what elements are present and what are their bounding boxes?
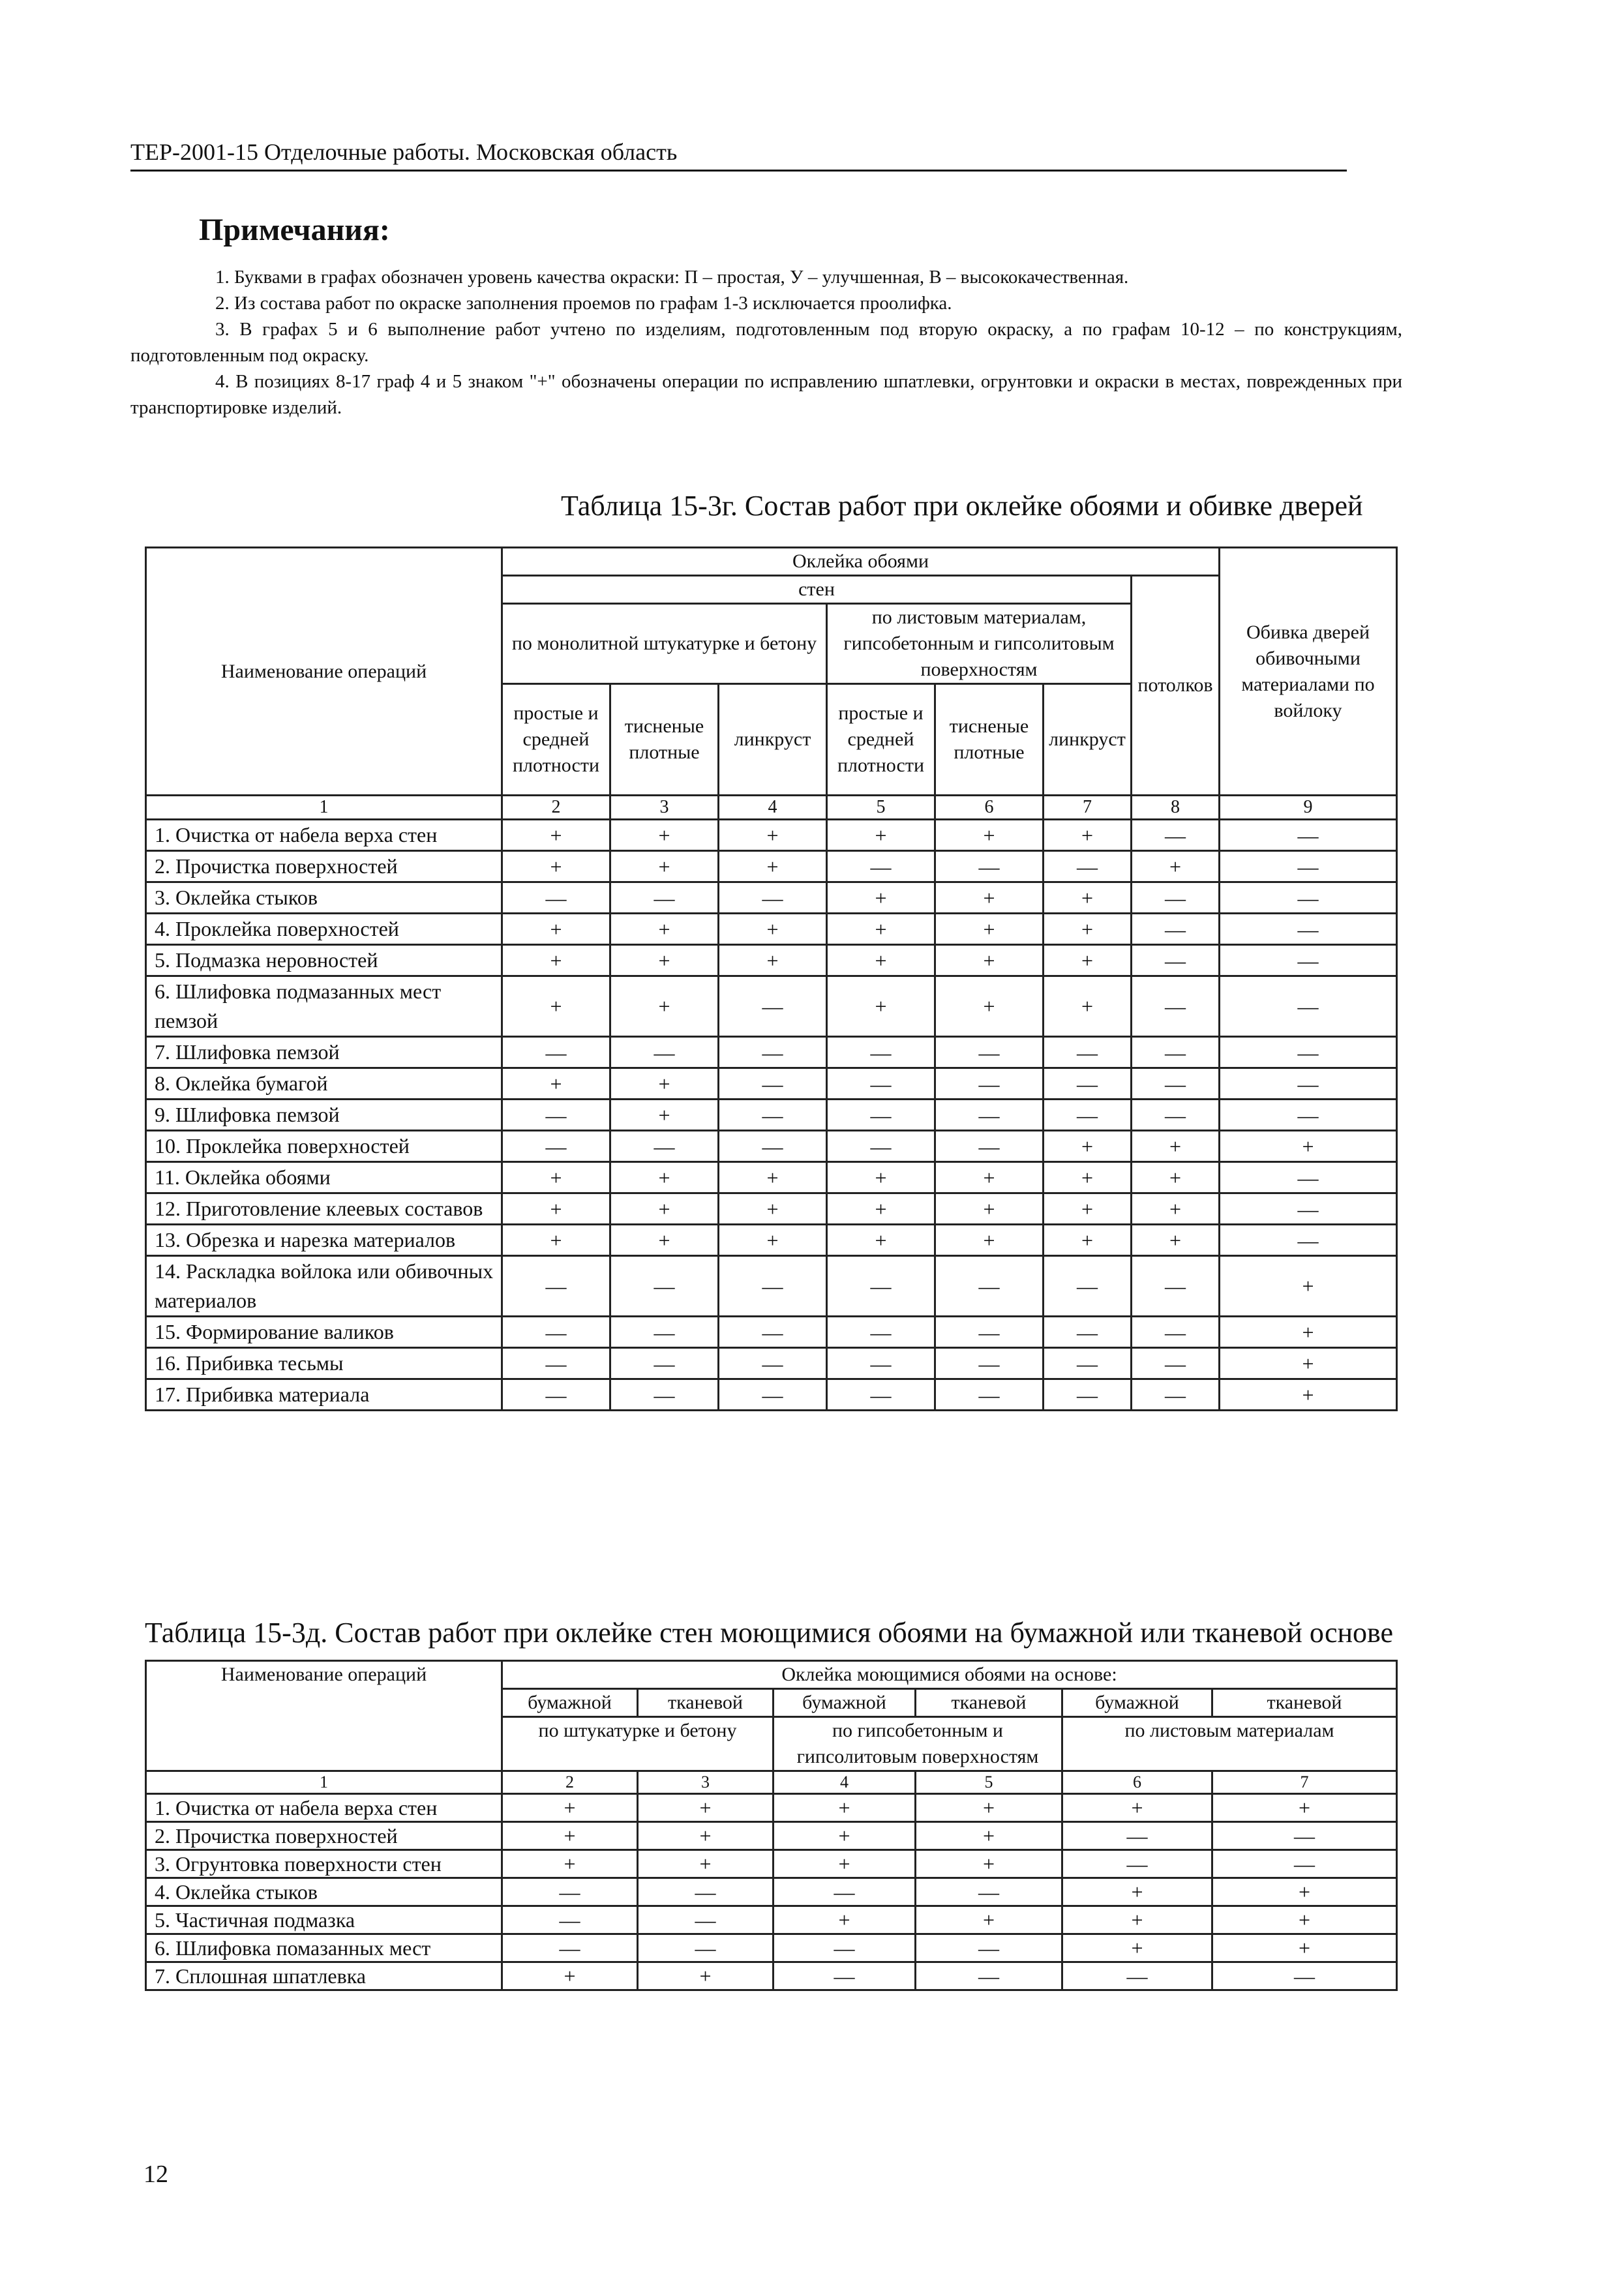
operation-name: 1. Очистка от набела верха стен: [146, 820, 502, 851]
operation-mark: —: [1220, 1162, 1397, 1193]
header-paper: бумажной: [502, 1689, 638, 1717]
header-ceilings: потолков: [1132, 576, 1220, 796]
operation-mark: —: [1132, 914, 1220, 945]
operation-mark: —: [502, 1037, 610, 1068]
operation-name: 3. Оклейка стыков: [146, 882, 502, 914]
operation-mark: +: [935, 1162, 1044, 1193]
operation-mark: +: [916, 1794, 1062, 1822]
operation-mark: —: [719, 1068, 827, 1100]
operation-mark: —: [774, 1962, 916, 1990]
operation-mark: —: [502, 1131, 610, 1162]
operation-mark: —: [935, 1379, 1044, 1411]
operation-name: 3. Огрунтовка поверхности стен: [146, 1850, 502, 1878]
operation-mark: +: [719, 851, 827, 882]
operation-mark: +: [610, 1068, 719, 1100]
operation-mark: +: [774, 1794, 916, 1822]
operation-name: 12. Приготовление клеевых составов: [146, 1193, 502, 1225]
operation-mark: +: [610, 1162, 719, 1193]
operation-mark: —: [1212, 1822, 1397, 1850]
operation-mark: —: [1220, 1100, 1397, 1131]
operation-name: 4. Проклейка поверхностей: [146, 914, 502, 945]
column-number-row: [146, 796, 1397, 820]
operation-name: 2. Прочистка поверхностей: [146, 851, 502, 882]
operation-mark: +: [502, 1068, 610, 1100]
operation-mark: +: [719, 945, 827, 976]
operation-mark: +: [610, 851, 719, 882]
operation-mark: +: [1132, 1225, 1220, 1256]
operation-mark: —: [935, 1037, 1044, 1068]
note-item: 2. Из состава работ по окраске заполнения проемов по графам 1-3 исключается проолифка.: [215, 293, 952, 314]
operation-name: 5. Подмазка неровностей: [146, 945, 502, 976]
operation-mark: +: [610, 914, 719, 945]
operation-mark: +: [719, 914, 827, 945]
operation-mark: —: [1132, 1317, 1220, 1348]
operation-mark: —: [610, 1037, 719, 1068]
header-walls: стен: [502, 576, 1132, 604]
column-number: 4: [774, 1771, 916, 1794]
operation-mark: +: [610, 1193, 719, 1225]
operation-mark: —: [610, 1348, 719, 1379]
note-item: 4. В позициях 8-17 граф 4 и 5 знаком "+" обозначены операции по исправлению шпатлевки, огрунтовки и окраски в местах, поврежденных при транспортировке изделий.: [130, 371, 1402, 418]
operation-mark: +: [935, 914, 1044, 945]
operation-mark: —: [719, 1348, 827, 1379]
operation-mark: —: [1132, 945, 1220, 976]
table-row: [146, 1906, 1397, 1934]
operation-mark: —: [1044, 1256, 1132, 1317]
operation-mark: —: [610, 1379, 719, 1411]
operation-mark: +: [827, 1193, 935, 1225]
operation-mark: +: [935, 820, 1044, 851]
operation-mark: +: [502, 1850, 638, 1878]
operation-mark: —: [1044, 1068, 1132, 1100]
operation-mark: +: [1132, 1162, 1220, 1193]
operation-mark: —: [1212, 1850, 1397, 1878]
operation-mark: +: [638, 1794, 774, 1822]
operation-mark: —: [1220, 820, 1397, 851]
operation-mark: —: [935, 851, 1044, 882]
operation-mark: —: [935, 1100, 1044, 1131]
operation-mark: +: [1132, 1131, 1220, 1162]
operation-mark: +: [1212, 1794, 1397, 1822]
operation-mark: —: [719, 1317, 827, 1348]
operation-name: 8. Оклейка бумагой: [146, 1068, 502, 1100]
table-row: [146, 1962, 1397, 1990]
operation-mark: —: [502, 1379, 610, 1411]
operation-mark: +: [1062, 1878, 1212, 1906]
operation-mark: +: [916, 1906, 1062, 1934]
operation-name: 2. Прочистка поверхностей: [146, 1822, 502, 1850]
table-row: [146, 882, 1397, 914]
operation-mark: +: [827, 1225, 935, 1256]
header-embossed-2: тисненые плотные: [935, 684, 1044, 796]
operation-mark: +: [774, 1906, 916, 1934]
operation-mark: —: [1132, 976, 1220, 1037]
operation-mark: —: [719, 882, 827, 914]
operation-mark: —: [502, 1934, 638, 1962]
header-sheet: по листовым материалам, гипсобетонным и гипсолитовым поверхностям: [827, 604, 1132, 684]
header-fabric: тканевой: [916, 1689, 1062, 1717]
operation-mark: —: [638, 1878, 774, 1906]
operation-mark: +: [502, 945, 610, 976]
operation-mark: —: [1044, 1317, 1132, 1348]
header-monolith: по монолитной штукатурке и бетону: [502, 604, 827, 684]
header-simple-1: простые и средней плотности: [502, 684, 610, 796]
operation-mark: —: [827, 1131, 935, 1162]
operation-mark: —: [935, 1256, 1044, 1317]
operation-mark: —: [719, 1131, 827, 1162]
header-doors: Обивка дверей обивочными материалами по войлоку: [1220, 548, 1397, 796]
operation-mark: —: [1220, 976, 1397, 1037]
operation-mark: —: [935, 1348, 1044, 1379]
operation-mark: +: [827, 976, 935, 1037]
operation-mark: +: [1212, 1878, 1397, 1906]
table-row: [146, 1878, 1397, 1906]
operation-mark: —: [1220, 1037, 1397, 1068]
table-row: [146, 1100, 1397, 1131]
operation-mark: +: [719, 1193, 827, 1225]
operation-mark: +: [502, 1193, 610, 1225]
table-row: [146, 1256, 1397, 1317]
operation-mark: —: [827, 1379, 935, 1411]
operation-mark: +: [502, 1225, 610, 1256]
table-row: [146, 1794, 1397, 1822]
operation-mark: —: [502, 1317, 610, 1348]
operation-mark: +: [1044, 882, 1132, 914]
operation-mark: —: [1220, 914, 1397, 945]
note-item: 3. В графах 5 и 6 выполнение работ учтено по изделиям, подготовленным под вторую окраску, а по графам 10-12 – по конструкциям, подготовленным под окраску.: [130, 319, 1402, 366]
header-washable: Оклейка моющимися обоями на основе:: [502, 1661, 1397, 1689]
column-number-row: [146, 1771, 1397, 1794]
operation-mark: —: [719, 1379, 827, 1411]
operation-mark: +: [1212, 1906, 1397, 1934]
header-operations: Наименование операций: [146, 548, 502, 796]
table-g-caption: Таблица 15-3г. Состав работ при оклейке обоями и обивке дверей: [561, 490, 1363, 522]
table-row: [146, 1225, 1397, 1256]
header-gypsum: по гипсобетонным и гипсолитовым поверхностям: [774, 1717, 1062, 1771]
header-lincrusta-2: линкруст: [1044, 684, 1132, 796]
column-number: 5: [827, 796, 935, 820]
operation-name: 7. Сплошная шпатлевка: [146, 1962, 502, 1990]
operation-mark: +: [827, 1162, 935, 1193]
operation-mark: +: [935, 882, 1044, 914]
operation-mark: —: [1220, 1225, 1397, 1256]
operation-mark: —: [1132, 820, 1220, 851]
operation-mark: —: [1220, 882, 1397, 914]
table-row: [146, 820, 1397, 851]
operation-mark: +: [610, 1225, 719, 1256]
operation-mark: +: [935, 1225, 1044, 1256]
operation-mark: —: [719, 976, 827, 1037]
operation-name: 17. Прибивка материала: [146, 1379, 502, 1411]
operation-mark: —: [1220, 1068, 1397, 1100]
operation-name: 15. Формирование валиков: [146, 1317, 502, 1348]
operation-mark: +: [502, 851, 610, 882]
operation-name: 11. Оклейка обоями: [146, 1162, 502, 1193]
operation-mark: —: [1220, 851, 1397, 882]
operation-mark: —: [1132, 1256, 1220, 1317]
operation-mark: +: [1044, 976, 1132, 1037]
running-header: ТЕР-2001-15 Отделочные работы. Московская область: [130, 138, 1347, 172]
operation-mark: +: [1212, 1934, 1397, 1962]
header-lincrusta-1: линкруст: [719, 684, 827, 796]
operation-mark: +: [916, 1822, 1062, 1850]
header-paper: бумажной: [774, 1689, 916, 1717]
operation-mark: +: [1044, 820, 1132, 851]
operation-mark: —: [1062, 1850, 1212, 1878]
operation-mark: —: [1044, 1348, 1132, 1379]
column-number: 4: [719, 796, 827, 820]
header-operations: Наименование операций: [146, 1661, 502, 1771]
operation-mark: +: [1132, 851, 1220, 882]
operation-mark: —: [1132, 1348, 1220, 1379]
header-plaster: по штукатурке и бетону: [502, 1717, 774, 1771]
operation-name: 1. Очистка от набела верха стен: [146, 1794, 502, 1822]
operation-mark: +: [1044, 1162, 1132, 1193]
table-wallpaper-doors: [145, 547, 1398, 1411]
column-number: 7: [1044, 796, 1132, 820]
table-row: [146, 851, 1397, 882]
table-washable-wallpaper: [145, 1660, 1398, 1991]
column-number: 2: [502, 796, 610, 820]
operation-mark: +: [638, 1822, 774, 1850]
table-row: [146, 976, 1397, 1037]
operation-mark: —: [502, 1906, 638, 1934]
operation-mark: —: [827, 1317, 935, 1348]
operation-mark: —: [1220, 945, 1397, 976]
operation-name: 16. Прибивка тесьмы: [146, 1348, 502, 1379]
operation-mark: —: [1044, 851, 1132, 882]
operation-name: 7. Шлифовка пемзой: [146, 1037, 502, 1068]
column-number: 3: [610, 796, 719, 820]
operation-mark: +: [502, 1794, 638, 1822]
table-d-caption: Таблица 15-3д. Состав работ при оклейке стен моющимися обоями на бумажной или тканевой основе: [145, 1617, 1394, 1649]
operation-mark: +: [827, 820, 935, 851]
operation-mark: —: [638, 1934, 774, 1962]
operation-mark: —: [1132, 1100, 1220, 1131]
operation-mark: +: [827, 882, 935, 914]
operation-mark: —: [827, 1037, 935, 1068]
operation-mark: +: [1220, 1131, 1397, 1162]
table-row: [146, 1193, 1397, 1225]
operation-mark: —: [916, 1934, 1062, 1962]
operation-mark: +: [1044, 1131, 1132, 1162]
table-row: [146, 914, 1397, 945]
notes-title: Примечания:: [199, 213, 390, 247]
table-row: [146, 1348, 1397, 1379]
column-number: 3: [638, 1771, 774, 1794]
operation-mark: +: [502, 914, 610, 945]
operation-mark: +: [719, 1225, 827, 1256]
operation-mark: —: [719, 1037, 827, 1068]
table-row: [146, 1068, 1397, 1100]
column-number: 7: [1212, 1771, 1397, 1794]
operation-name: 6. Шлифовка помазанных мест: [146, 1934, 502, 1962]
operation-mark: —: [1220, 1193, 1397, 1225]
operation-mark: +: [719, 820, 827, 851]
table-row: [146, 945, 1397, 976]
operation-mark: —: [827, 1256, 935, 1317]
operation-mark: +: [827, 914, 935, 945]
operation-mark: —: [916, 1962, 1062, 1990]
column-number: 5: [916, 1771, 1062, 1794]
page-number: 12: [143, 2161, 168, 2188]
header-sheet: по листовым материалам: [1062, 1717, 1397, 1771]
operation-name: 4. Оклейка стыков: [146, 1878, 502, 1906]
operation-name: 5. Частичная подмазка: [146, 1906, 502, 1934]
table-row: [146, 1162, 1397, 1193]
operation-mark: —: [502, 1348, 610, 1379]
column-number: 1: [146, 796, 502, 820]
operation-mark: +: [502, 1822, 638, 1850]
operation-mark: —: [1044, 1100, 1132, 1131]
operation-mark: —: [1132, 1068, 1220, 1100]
operation-mark: —: [827, 1348, 935, 1379]
notes-list: [130, 264, 1402, 421]
operation-mark: —: [719, 1100, 827, 1131]
operation-mark: —: [774, 1934, 916, 1962]
operation-mark: +: [1220, 1379, 1397, 1411]
operation-mark: —: [827, 1100, 935, 1131]
operation-mark: +: [935, 1193, 1044, 1225]
operation-mark: —: [610, 1256, 719, 1317]
operation-mark: +: [774, 1822, 916, 1850]
operation-mark: +: [638, 1850, 774, 1878]
operation-mark: +: [916, 1850, 1062, 1878]
operation-mark: +: [502, 820, 610, 851]
operation-mark: —: [1044, 1379, 1132, 1411]
operation-mark: —: [610, 1317, 719, 1348]
operation-mark: +: [502, 1162, 610, 1193]
operation-mark: —: [827, 851, 935, 882]
table-row: [146, 1317, 1397, 1348]
operation-mark: +: [638, 1962, 774, 1990]
table-row: [146, 1379, 1397, 1411]
header-simple-2: простые и средней плотности: [827, 684, 935, 796]
operation-mark: +: [935, 976, 1044, 1037]
operation-name: 9. Шлифовка пемзой: [146, 1100, 502, 1131]
column-number: 6: [1062, 1771, 1212, 1794]
operation-mark: +: [1220, 1256, 1397, 1317]
column-number: 6: [935, 796, 1044, 820]
operation-mark: —: [719, 1256, 827, 1317]
operation-name: 14. Раскладка войлока или обивочных материалов: [146, 1256, 502, 1317]
column-number: 9: [1220, 796, 1397, 820]
column-number: 2: [502, 1771, 638, 1794]
header-paper: бумажной: [1062, 1689, 1212, 1717]
operation-mark: +: [1044, 914, 1132, 945]
operation-mark: +: [827, 945, 935, 976]
operation-mark: —: [935, 1131, 1044, 1162]
header-fabric: тканевой: [638, 1689, 774, 1717]
operation-mark: —: [502, 1100, 610, 1131]
operation-mark: +: [719, 1162, 827, 1193]
operation-mark: —: [1212, 1962, 1397, 1990]
table-row: [146, 1850, 1397, 1878]
operation-mark: —: [1044, 1037, 1132, 1068]
operation-mark: —: [638, 1906, 774, 1934]
operation-mark: +: [610, 945, 719, 976]
operation-mark: +: [1044, 1225, 1132, 1256]
operation-mark: —: [935, 1068, 1044, 1100]
table-row: [146, 1131, 1397, 1162]
operation-mark: —: [1132, 1037, 1220, 1068]
operation-mark: +: [610, 976, 719, 1037]
operation-mark: +: [1044, 945, 1132, 976]
operation-mark: +: [1220, 1317, 1397, 1348]
operation-mark: +: [502, 976, 610, 1037]
operation-mark: —: [502, 1256, 610, 1317]
operation-mark: —: [1062, 1822, 1212, 1850]
operation-name: 13. Обрезка и нарезка материалов: [146, 1225, 502, 1256]
table-row: [146, 1037, 1397, 1068]
operation-mark: —: [935, 1317, 1044, 1348]
operation-mark: —: [1062, 1962, 1212, 1990]
table-row: [146, 1822, 1397, 1850]
operation-mark: +: [774, 1850, 916, 1878]
operation-mark: —: [502, 882, 610, 914]
operation-mark: +: [610, 1100, 719, 1131]
header-fabric: тканевой: [1212, 1689, 1397, 1717]
operation-mark: +: [1062, 1934, 1212, 1962]
operation-mark: +: [502, 1962, 638, 1990]
operation-name: 6. Шлифовка подмазанных мест пемзой: [146, 976, 502, 1037]
operation-mark: +: [1062, 1906, 1212, 1934]
operation-mark: —: [916, 1878, 1062, 1906]
column-number: 1: [146, 1771, 502, 1794]
operation-mark: —: [827, 1068, 935, 1100]
note-item: 1. Буквами в графах обозначен уровень качества окраски: П – простая, У – улучшенная, В – высококачественная.: [215, 267, 1129, 288]
column-number: 8: [1132, 796, 1220, 820]
operation-mark: +: [1132, 1193, 1220, 1225]
operation-mark: +: [935, 945, 1044, 976]
operation-mark: —: [610, 882, 719, 914]
operation-mark: +: [610, 820, 719, 851]
operation-mark: —: [774, 1878, 916, 1906]
operation-mark: —: [1132, 1379, 1220, 1411]
table-row: [146, 1934, 1397, 1962]
header-wallpaper: Оклейка обоями: [502, 548, 1220, 576]
operation-mark: —: [610, 1131, 719, 1162]
header-embossed-1: тисненые плотные: [610, 684, 719, 796]
operation-mark: +: [1062, 1794, 1212, 1822]
operation-name: 10. Проклейка поверхностей: [146, 1131, 502, 1162]
operation-mark: —: [1132, 882, 1220, 914]
operation-mark: +: [1044, 1193, 1132, 1225]
operation-mark: +: [1220, 1348, 1397, 1379]
operation-mark: —: [502, 1878, 638, 1906]
